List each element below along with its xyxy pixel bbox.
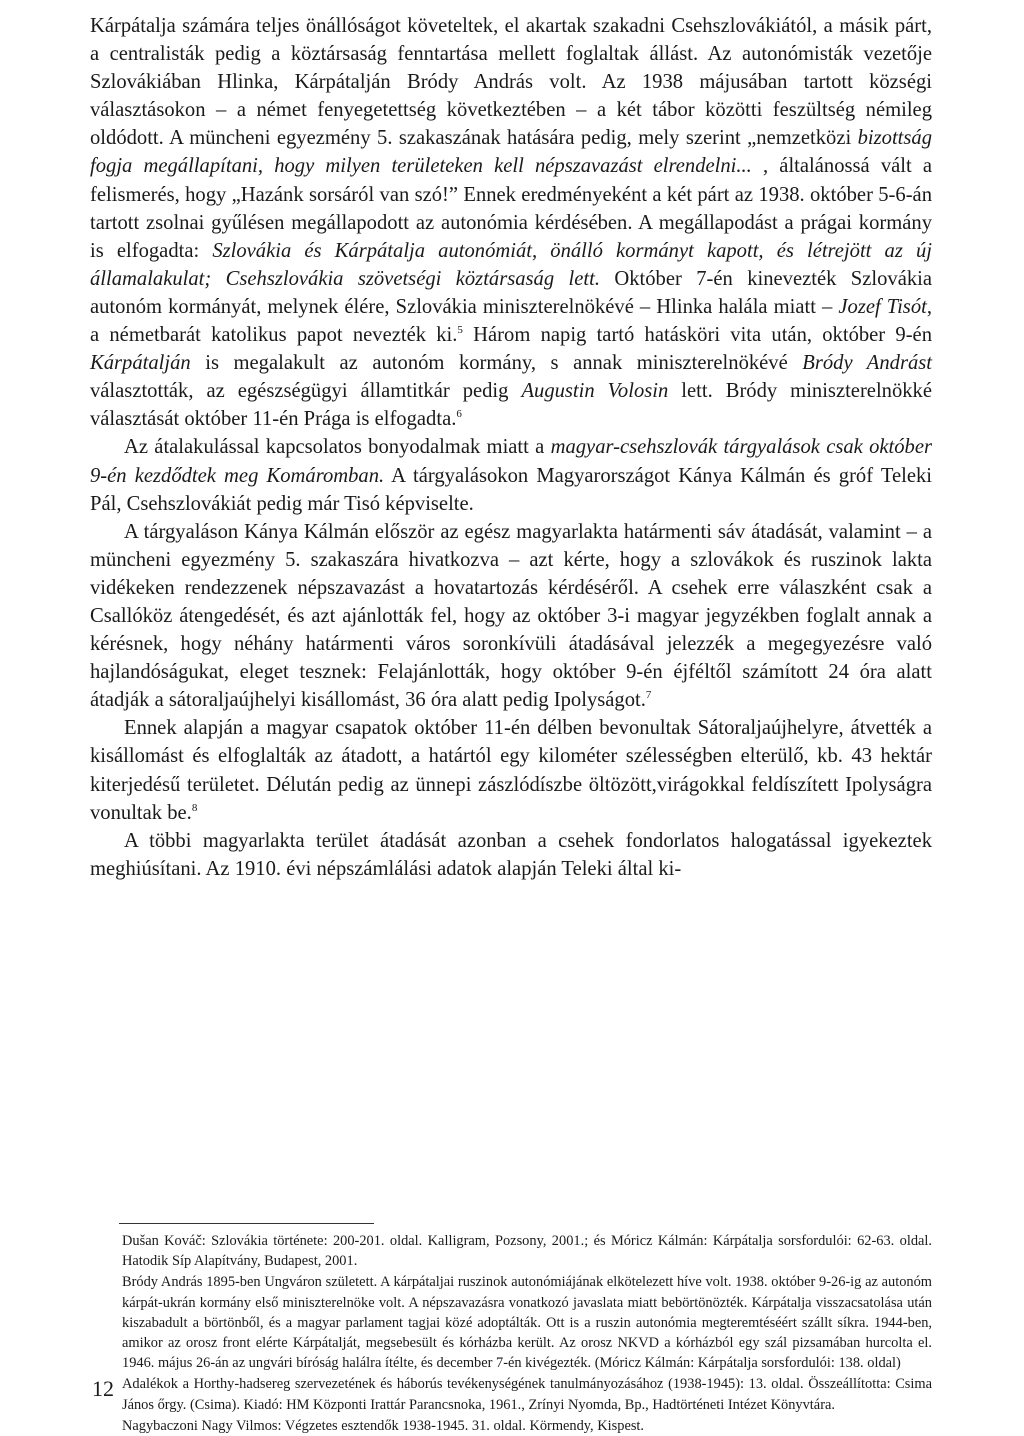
text-segment: Három napig tartó hatásköri vita után, október 9-én [462,324,932,347]
italic-text: Szlovákia és Kárpátalja autonómiát, önálló kormányt kapott, és létrejött az új államalakulat; Csehszlovákia szövetségi köztársaság lett. [90,239,932,290]
italic-text: Kárpátalján [90,352,191,375]
text-segment: A tárgyalásokon Magyarországot Kánya Kálmán és gróf Teleki Pál, Csehszlovákiát pedig már Tisó képviselte. [90,464,933,515]
italic-text: bizottság fogja megállapítani, hogy milyen területeken kell népszavazást elrendelni... [90,127,932,178]
body-paragraph [90,518,932,715]
italic-text: Augustin Volosin [521,380,669,403]
footnote-reference: 7 [645,689,652,702]
text-segment: választották, az egészségügyi államtitkár pedig [90,380,522,403]
italic-text: magyar-csehszlovák tárgyalások csak október 9-én kezdődtek meg Komáromban. [90,436,933,487]
body-paragraph [90,714,932,826]
footnote: Dušan Kováč: Szlovákia története: 200-201. oldal. Kalligram, Pozsony, 2001.; és Móricz Kálmán: Kárpátalja sorsfordulói: 62-63. oldal. Hatodik Síp Alapítvány, Budapest, 2001. [122,1233,932,1270]
text-segment: , általánossá vált a felismerés, hogy „Hazánk sorsáról van szó!” Ennek eredményeként a két párt az 1938. október 5-6-án tartott zsolnai gyűlésen megállapodott az autonómia kérdésében. A megállapodást a prágai kormány is elfogadta: [90,155,932,262]
text-segment: Az átalakulással kapcsolatos bonyodalmak miatt a [124,436,551,459]
page [90,12,932,883]
footnotes [122,1231,932,1436]
footnote-reference: 5 [457,324,463,337]
footnote-reference: 8 [191,801,198,814]
text-segment: Október 7-én kinevezték Szlovákia autonóm kormányát, melynek élére, Szlovákia miniszterelnökévé – Hlinka halála miatt – [90,267,932,318]
italic-text: Jozef Tisót [838,295,927,318]
text-segment: Kárpátalja számára teljes önállóságot követeltek, el akartak szakadni Csehszlovákiától, a másik párt, a centralisták pedig a köztársaság fenntartása mellett foglaltak állást. Az autonómisták vezetője Szlovákiában Hlinka, Kárpátalján Bródy András volt. Az 1938 májusában tartott községi választásokon – a német fenyegetettség következtében – a két tábor közötti feszültség némileg oldódott. A müncheni egyezmény 5. szakaszának hatására pedig, mely szerint „nemzetközi [90,15,932,150]
body-paragraph [90,12,932,433]
page-number: 12 [92,1376,114,1401]
footnote: Nagybaczoni Nagy Vilmos: Végzetes esztendők 1938-1945. 31. oldal. Körmendy, Kispest. [122,1417,645,1434]
text-segment: A többi magyarlakta terület átadását azonban a csehek fondorlatos halogatással igyekeztek meghiúsítani. Az 1910. évi népszámlálási adatok alapján Teleki által ki- [90,829,932,880]
body-paragraph [90,827,932,883]
italic-text: Bródy Andrást [802,352,932,375]
body-paragraph [90,433,932,517]
text-segment: lett. Bródy miniszterelnökké választását október 11-én Prága is elfogadta. [90,380,932,431]
footnote: Adalékok a Horthy-hadsereg szervezetének és háborús tevékenységének tanulmányozásához (1938-1945): 13. oldal. Összeállította: Csima János őrgy. (Csima). Kiadó: HM Központi Irattár Parancsnoka, 1961., Zrínyi Nyomda, Bp., Hadtörténeti Intézet Könyvtára. [122,1376,932,1413]
footnote-reference: 6 [456,408,462,421]
footnote: Bródy András 1895-ben Ungváron született. A kárpátaljai ruszinok autonómiájának elkötelezett híve volt. 1938. október 9-26-ig az autonóm kárpát-ukrán kormány első miniszterelnöke volt. A népszavazásra vonatkozó javaslata miatt bebörtönözték. Kárpátalja visszacsatolása után kiszabadult a börtönből, és a magyar parlament tagjai közé adoptálták. Ott is a ruszin autonómia megteremtéséért szállt síkra. 1944-ben, amikor az orosz front elérte Kárpátalját, megsebesült és kórházba került. Az orosz NKVD a kórházból egy szál pizsamában hurcolta el. 1946. május 26-án az ungvári bíróság halálra ítélte, és december 7-én kivégezték. (Móricz Kálmán: Kárpátalja sorsfordulói: 138. oldal) [122,1274,932,1372]
body-text [90,12,932,883]
text-segment: A tárgyaláson Kánya Kálmán először az egész magyarlakta határmenti sáv átadását, valamint – a müncheni egyezmény 5. szakaszára hivatkozva – azt kérte, hogy a szlovákok és ruszinok lakta vidékeken rendezzenek népszavazást a hovatartozás kérdéséről. A csehek erre válaszként csak a Csallóköz átengedését, és azt ajánlották fel, hogy az október 3-i magyar jegyzékben foglalt annak a kérésnek, hogy néhány határmenti város soronkívüli átadásával jelezzék a megegyezésre való hajlandóságukat, eleget tesznek: Felajánlották, hogy október 9-én éjféltől számított 24 óra alatt átadják a sátoraljaújhelyi kisállomást, 36 óra alatt pedig Ipolyságot. [90,520,932,712]
text-segment: , a németbarát katolikus papot nevezték ki. [90,295,932,347]
text-segment: Ennek alapján a magyar csapatok október 11-én délben bevonultak Sátoraljaújhelyre, átvették a kisállomást és elfoglalták az átadott, a határtól egy kilométer szélességben elterülő, kb. 43 hektár kiterjedésű területet. Délután pedig az ünnepi zászlódíszbe öltözött,virágokkal feldíszített Ipolyságra vonultak be. [90,717,932,824]
text-segment: is megalakult az autonóm kormány, s annak miniszterelnökévé [190,352,803,375]
footnote-separator [119,1223,374,1224]
